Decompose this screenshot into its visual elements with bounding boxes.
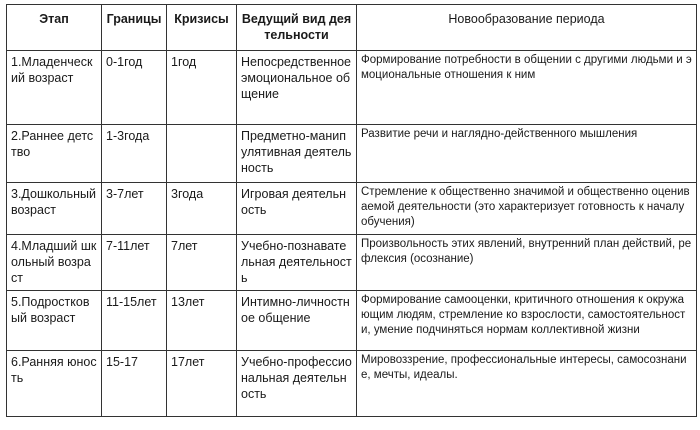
cell-crisis: 1год bbox=[167, 51, 237, 125]
table-row bbox=[7, 291, 697, 351]
cell-neoformation: Формирование потребности в общении с другими людьми и эмоциональные отношения к ним bbox=[357, 51, 697, 125]
cell-stage: 6.Ранняя юность bbox=[7, 351, 102, 417]
periods-table bbox=[6, 4, 697, 417]
cell-neoformation: Мировоззрение, профессиональные интересы, самосознание, мечты, идеалы. bbox=[357, 351, 697, 417]
cell-bounds: 3-7лет bbox=[102, 183, 167, 235]
table-row bbox=[7, 125, 697, 183]
header-bounds: Границы bbox=[102, 5, 167, 51]
header-stage: Этап bbox=[7, 5, 102, 51]
cell-neoformation: Стремление к общественно значимой и общественно оцениваемой деятельности (это характеризует готовность к началу обучения) bbox=[357, 183, 697, 235]
table-row bbox=[7, 235, 697, 291]
header-neoformation: Новообразование периода bbox=[357, 5, 697, 51]
cell-stage: 3.Дошкольный возраст bbox=[7, 183, 102, 235]
cell-stage: 2.Раннее детство bbox=[7, 125, 102, 183]
cell-bounds: 0-1год bbox=[102, 51, 167, 125]
cell-activity: Интимно-личностное общение bbox=[237, 291, 357, 351]
cell-neoformation: Произвольность этих явлений, внутренний план действий, рефлексия (осознание) bbox=[357, 235, 697, 291]
table-row bbox=[7, 51, 697, 125]
cell-crisis: 17лет bbox=[167, 351, 237, 417]
cell-activity: Предметно-манипулятивная деятельность bbox=[237, 125, 357, 183]
header-row bbox=[7, 5, 697, 51]
cell-bounds: 7-11лет bbox=[102, 235, 167, 291]
table-row bbox=[7, 351, 697, 417]
cell-neoformation: Развитие речи и наглядно-действенного мышления bbox=[357, 125, 697, 183]
cell-bounds: 15-17 bbox=[102, 351, 167, 417]
cell-activity: Учебно-профессиональная деятельность bbox=[237, 351, 357, 417]
cell-activity: Учебно-познавательная деятельность bbox=[237, 235, 357, 291]
cell-activity: Игровая деятельность bbox=[237, 183, 357, 235]
cell-stage: 5.Подростковый возраст bbox=[7, 291, 102, 351]
cell-crisis: 13лет bbox=[167, 291, 237, 351]
header-crises: Кризисы bbox=[167, 5, 237, 51]
cell-bounds: 11-15лет bbox=[102, 291, 167, 351]
header-activity: Ведущий вид деятельности bbox=[237, 5, 357, 51]
cell-neoformation: Формирование самооценки, критичного отношения к окружающим людям, стремление ко взрослости, самостоятельности, умение подчиняться нормам коллективной жизни bbox=[357, 291, 697, 351]
cell-bounds: 1-3года bbox=[102, 125, 167, 183]
cell-crisis: 3года bbox=[167, 183, 237, 235]
cell-crisis: 7лет bbox=[167, 235, 237, 291]
table-row bbox=[7, 183, 697, 235]
cell-crisis bbox=[167, 125, 237, 183]
cell-stage: 4.Младший школьный возраст bbox=[7, 235, 102, 291]
cell-stage: 1.Младенческий возраст bbox=[7, 51, 102, 125]
cell-activity: Непосредственное эмоциональное общение bbox=[237, 51, 357, 125]
